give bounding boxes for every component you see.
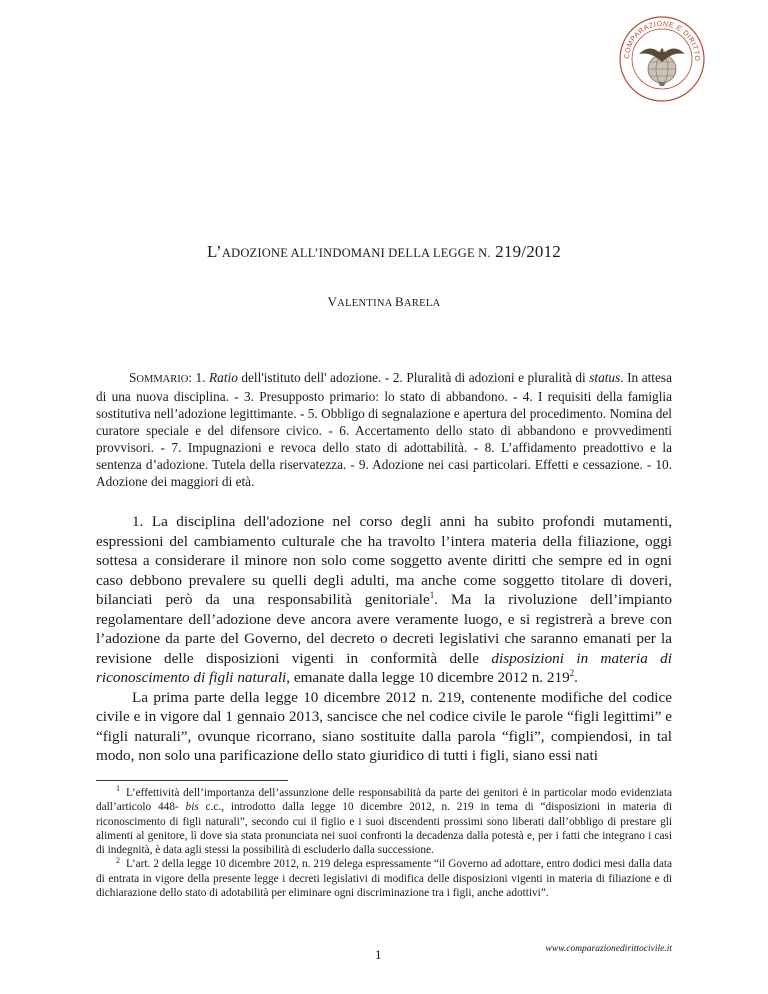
author-name (0, 294, 768, 310)
website-link[interactable]: www.comparazionedirittocivile.it (545, 944, 672, 954)
footnote-1-italic: bis (185, 801, 199, 814)
title-number: 219/2012 (490, 242, 562, 261)
summary-label-rest: OMMARIO (136, 374, 189, 385)
article-title (0, 242, 768, 262)
p1-text-a: 1. La disciplina dell'adozione nel corso degli anni ha subito profondi mutamenti, espressioni del cambiamento culturale che ha travolto l’intera materia della filiazione, oggi sottesa a considerare il minore non solo come soggetto avente diritti che sempre ed in ogni caso debbono prevalere su quelli degli adulti, ma anche come soggetto titolare di doveri, bilanciati però da una responsabilità genitoriale (96, 513, 672, 608)
author-first-rest: ALENTINA (337, 298, 396, 309)
footnote-ref-1[interactable]: 1 (429, 589, 435, 600)
summary-lead: : 1. (188, 370, 210, 385)
title-apostrophe: ’ (216, 242, 222, 261)
p1-text-c: , emanate dalla legge 10 dicembre 2012 n. 219 (286, 669, 570, 686)
body-paragraph-2: La prima parte della legge 10 dicembre 2012 n. 219, contenente modifiche del codice civile e in vigore dal 1 gennaio 2013, sancisce che nel codice civile le parole “figli legittimi” e “figli naturali”, ovunque ricorrano, siano sostituite dalla parola “figli”, compiendosi, in tal modo, non solo una parificazione dello stato giuridico di tutti i figli, siano essi nati (96, 688, 672, 764)
author-first-initial: V (327, 294, 338, 309)
footnote-2-text: L’art. 2 della legge 10 dicembre 2012, n. 219 delega espressamente “il Governo ad adottare, entro dodici mesi dalla data di entrata in vigore della presente legge i decreti legislativi di modifica delle disposizioni vigenti in materia di filiazione e di dichiarazione dello stato di adotabilità per eliminare ogni discriminazione tra i figli, anche adottivi”. (96, 858, 672, 900)
owl-globe-icon (617, 14, 707, 104)
author-last-initial: B (395, 294, 404, 309)
summary-status-word: status (589, 370, 621, 385)
page-number: 1 (375, 947, 382, 962)
summary-ratio-word: Ratio (209, 370, 238, 385)
title-small-caps: ADOZIONE ALL’INDOMANI DELLA LEGGE N. (221, 246, 491, 260)
footnote-divider (96, 780, 288, 781)
body-paragraph-1 (96, 512, 672, 688)
p1-text-b: . Ma la rivoluzione dell’impianto regolamentare dell’adozione deve ancora avere veramente luogo, e si registrerà a breve con l’adozione da parte del Governo, del decreto o decreti legislativi che saranno emanati per la revisione delle disposizioni vigenti in conformità delle (96, 591, 672, 667)
body-text (96, 512, 672, 766)
footnote-1-number: 1 (116, 784, 120, 794)
summary-part-2: . In attesa di una nuova disciplina. - 3. Presupposto primario: lo stato di abbandono. - 4. I requisiti della famiglia sostitutiva nell’adozione legittimante. - 5. Obbligo di segnalazione e apertura del procedimento. Nomina del curatore speciale e del difensore civico. - 6. Accertamento dello stato di abbandono e provvedimenti provvisori. - 7. Impugnazioni e revoca dello stato di adottabilità. - 8. L’affidamento preadottivo e la sentenza d’adozione. Tutela della riservatezza. - 9. Adozione nei casi particolari. Effetti e cessazione. - 10. Adozione dei maggiori di età. (96, 370, 672, 489)
p1-italic-title: disposizioni in materia di riconoscimento di figli naturali (96, 649, 673, 686)
summary-part-1: dell'istituto dell' adozione. - 2. Pluralità di adozioni e pluralità di (237, 370, 590, 385)
summary-label-initial: S (129, 370, 137, 385)
title-first-letter: L (206, 242, 216, 261)
footnote-1-text-a: L’effettività dell’importanza dell’assunzione delle responsabilità da parte dei genitori è in particolar modo evidenziata dall’articolo 448- (96, 787, 672, 814)
footnote-2-number: 2 (116, 855, 120, 865)
footnote-1-text-b: c.c., introdotto dalla legge 10 dicembre 2012, n. 219 in tema di “disposizioni in materia di riconoscimento di figli naturali”, secondo cui il figlio e i suoi discendenti prossimi sono liberati dall’obbligo di prestare gli alimenti al genitore, lì dove sia stata pronunciata nei suoi confronti la decadenza dalla potestà e, per i fatti che integrano i casi di indegnità, è data agli stessi la possibilità di escluderlo dalla successione. (96, 801, 672, 857)
logo-text: COMPARAZIONE E DIRITTO (623, 20, 701, 62)
footnote-ref-2[interactable]: 2 (569, 667, 575, 678)
summary-paragraph (96, 369, 672, 490)
p1-text-d: . (574, 669, 578, 686)
footnote-1 (96, 786, 672, 857)
footnotes (96, 786, 672, 900)
footnote-2 (96, 857, 672, 900)
author-last-rest: ARELA (404, 298, 441, 309)
journal-logo (617, 14, 707, 104)
